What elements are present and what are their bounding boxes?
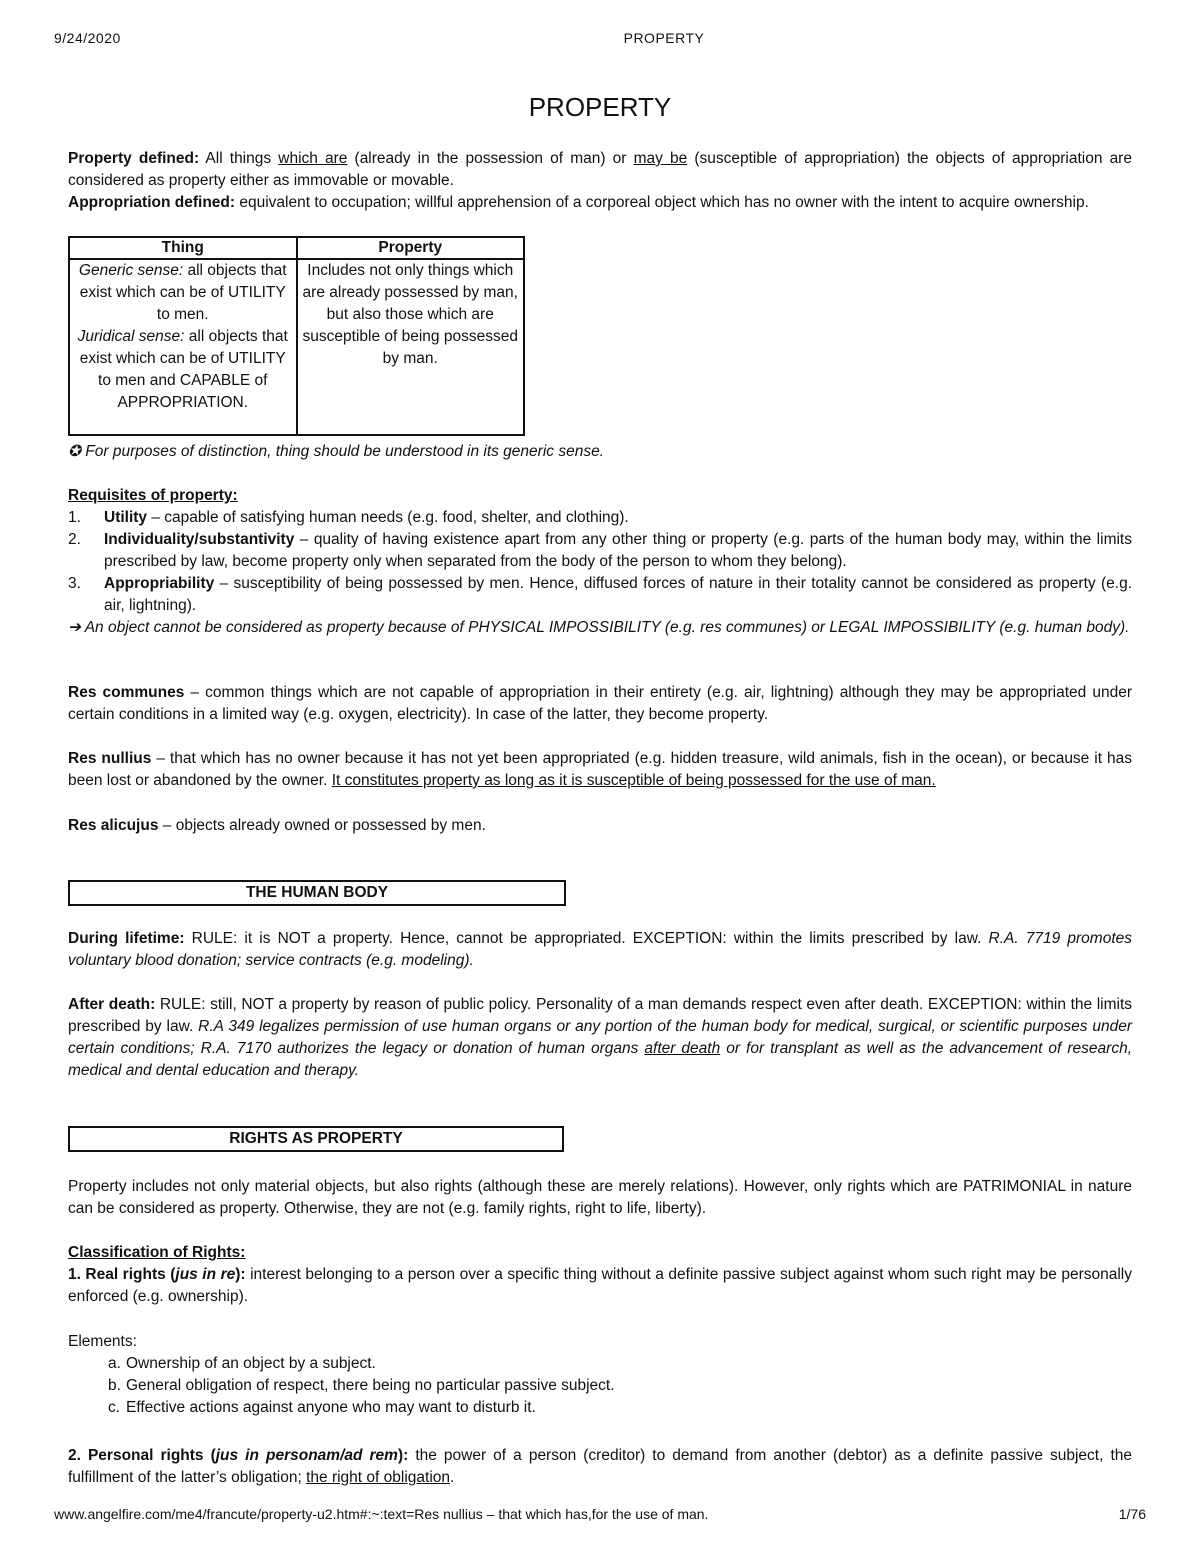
distinction-note: ✪ For purposes of distinction, thing should be understood in its generic sense. <box>68 443 604 460</box>
list-item: 3. Appropriability – susceptibility of being possessed by men. Hence, diffused forces of nature in their totality cannot be considered as property (e.g. air, lightning). <box>68 575 1132 614</box>
res-nullius: Res nullius – that which has no owner because it has not yet been appropriated (e.g. hidden treasure, wild animals, fish in the ocean), or because it has been lost or abandoned by the owner. It constitutes property as long as it is susceptible of being possessed for the use of man. <box>68 750 1132 789</box>
page-title: PROPERTY <box>528 92 672 122</box>
print-date: 9/24/2020 <box>54 30 121 46</box>
requisites-section <box>68 441 1132 639</box>
classification-heading: Classification of Rights: <box>68 1244 246 1261</box>
list-item: a. Ownership of an object by a subject. <box>108 1355 376 1372</box>
list-item: 2. Individuality/substantivity – quality of having existence apart from any other thing or property (e.g. parts of the human body may, within the limits prescribed by law, become property only when separated from the body of the person to whom they belong). <box>68 531 1132 570</box>
table-header-thing: Thing <box>69 237 297 259</box>
list-item: b. General obligation of respect, there being no particular passive subject. <box>108 1377 615 1394</box>
definitions-section <box>68 148 1132 214</box>
res-alicujus: Res alicujus – objects already owned or possessed by men. <box>68 817 486 834</box>
table-cell-thing: Generic sense: all objects that exist which can be of UTILITY to men. Juridical sense: all objects that exist which can be of UTILITY to men and CAPABLE of APPROPRIATION. <box>69 259 297 435</box>
elements-label: Elements: <box>68 1333 137 1350</box>
thing-property-table <box>68 236 525 436</box>
classification-section <box>68 1242 1132 1308</box>
list-item: c. Effective actions against anyone who may want to disturb it. <box>108 1399 536 1416</box>
real-rights: 1. Real rights (jus in re): interest belonging to a person over a specific thing without a definite passive subject against whom such right may be personally enforced (e.g. ownership). <box>68 1266 1133 1305</box>
page-number: 1/76 <box>1118 1506 1146 1522</box>
during-lifetime: During lifetime: RULE: it is NOT a property. Hence, cannot be appropriated. EXCEPTION: within the limits prescribed by law. R.A. 7719 promotes voluntary blood donation; service contracts (e.g. modeling). <box>68 930 1133 969</box>
requisites-list <box>68 507 1132 617</box>
property-definition: Property defined: All things which are (already in the possession of man) or may be (susceptible of appropriation) the objects of appropriation are considered as property either as immovable or movable. <box>68 150 1132 189</box>
table-cell-property: Includes not only things which are already possessed by man, but also those which are susceptible of being possessed by man. <box>297 259 525 435</box>
personal-rights: 2. Personal rights (jus in personam/ad rem): the power of a person (creditor) to demand from another (debtor) as a definite passive subject, the fulfillment of the latter’s obligation; the right of obligation. <box>68 1447 1132 1486</box>
print-title: PROPERTY <box>623 30 705 46</box>
table-header-property: Property <box>297 237 525 259</box>
human-body-heading: THE HUMAN BODY <box>68 880 566 906</box>
human-body-heading-wrap <box>68 880 1132 906</box>
list-item: 1. Utility – capable of satisfying human needs (e.g. food, shelter, and clothing). <box>68 509 629 526</box>
requisites-heading: Requisites of property: <box>68 487 238 504</box>
elements-section <box>68 1331 1132 1419</box>
impossibility-note: ➔ An object cannot be considered as property because of PHYSICAL IMPOSSIBILITY (e.g. res communes) or LEGAL IMPOSSIBILITY (e.g. human body). <box>68 619 1130 636</box>
rights-heading: RIGHTS AS PROPERTY <box>68 1126 564 1152</box>
appropriation-definition: Appropriation defined: equivalent to occupation; willful apprehension of a corporeal object which has no owner with the intent to acquire ownership. <box>68 194 1089 211</box>
rights-intro: Property includes not only material objects, but also rights (although these are merely relations). However, only rights which are PATRIMONIAL in nature can be considered as property. Otherwise, they are not (e.g. family rights, right to life, liberty). <box>68 1178 1132 1217</box>
print-url: www.angelfire.com/me4/francute/property-u2.htm#:~:text=Res nullius – that which has,for the use of man. <box>54 1506 709 1522</box>
rights-heading-wrap <box>68 1126 1132 1152</box>
res-communes: Res communes – common things which are not capable of appropriation in their entirety (e.g. air, lightning) although they may be appropriated under certain conditions in a limited way (e.g. oxygen, electricity). In case of the latter, they become property. <box>68 684 1132 723</box>
elements-list <box>68 1353 1132 1419</box>
after-death: After death: RULE: still, NOT a property by reason of public policy. Personality of a man demands respect even after death. EXCEPTION: within the limits prescribed by law. R.A 349 legalizes permission of use human organs or any portion of the human body for medical, surgical, or scientific purposes under certain conditions; R.A. 7170 authorizes the legacy or donation of human organs after death or for transplant as well as the advancement of research, medical and dental education and therapy. <box>68 996 1132 1079</box>
thing-property-table-wrap <box>68 236 1132 436</box>
